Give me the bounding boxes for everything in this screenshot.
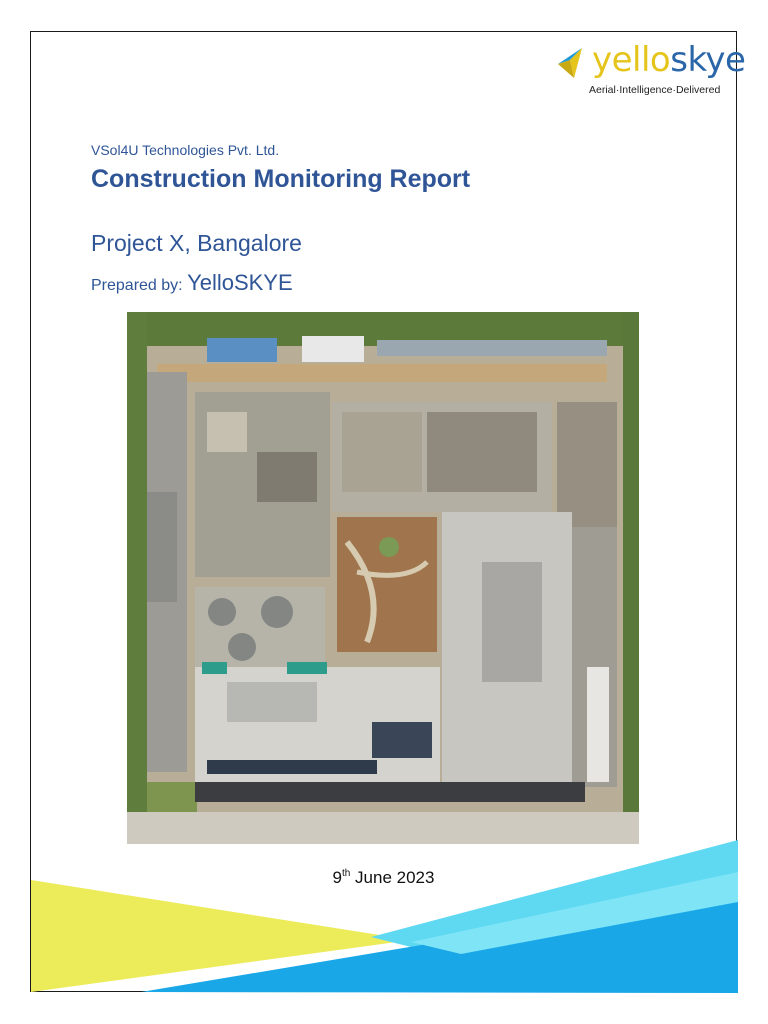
prepared-by-value: YelloSKYE	[187, 270, 293, 295]
logo-wordmark-yello: yello	[592, 40, 671, 80]
project-name: Project X, Bangalore	[91, 230, 302, 256]
logo-wordmark-skye: skye	[670, 40, 746, 80]
prepared-by	[91, 270, 293, 296]
company-name: VSol4U Technologies Pvt. Ltd.	[91, 142, 280, 158]
report-title: Construction Monitoring Report	[91, 165, 471, 193]
yelloskye-logo	[556, 40, 746, 104]
paper-plane-logo-icon	[556, 46, 584, 80]
logo-wordmark	[592, 40, 745, 80]
decorative-wave	[31, 832, 738, 993]
date-suffix: th	[341, 868, 351, 879]
prepared-by-label: Prepared by:	[91, 277, 188, 294]
date-day: 9	[332, 868, 342, 887]
logo-tagline: Aerial·Intelligence·Delivered	[589, 84, 721, 96]
report-cover-page	[30, 31, 746, 992]
date-month-year: June 2023	[350, 868, 435, 887]
aerial-site-photo	[127, 312, 639, 844]
